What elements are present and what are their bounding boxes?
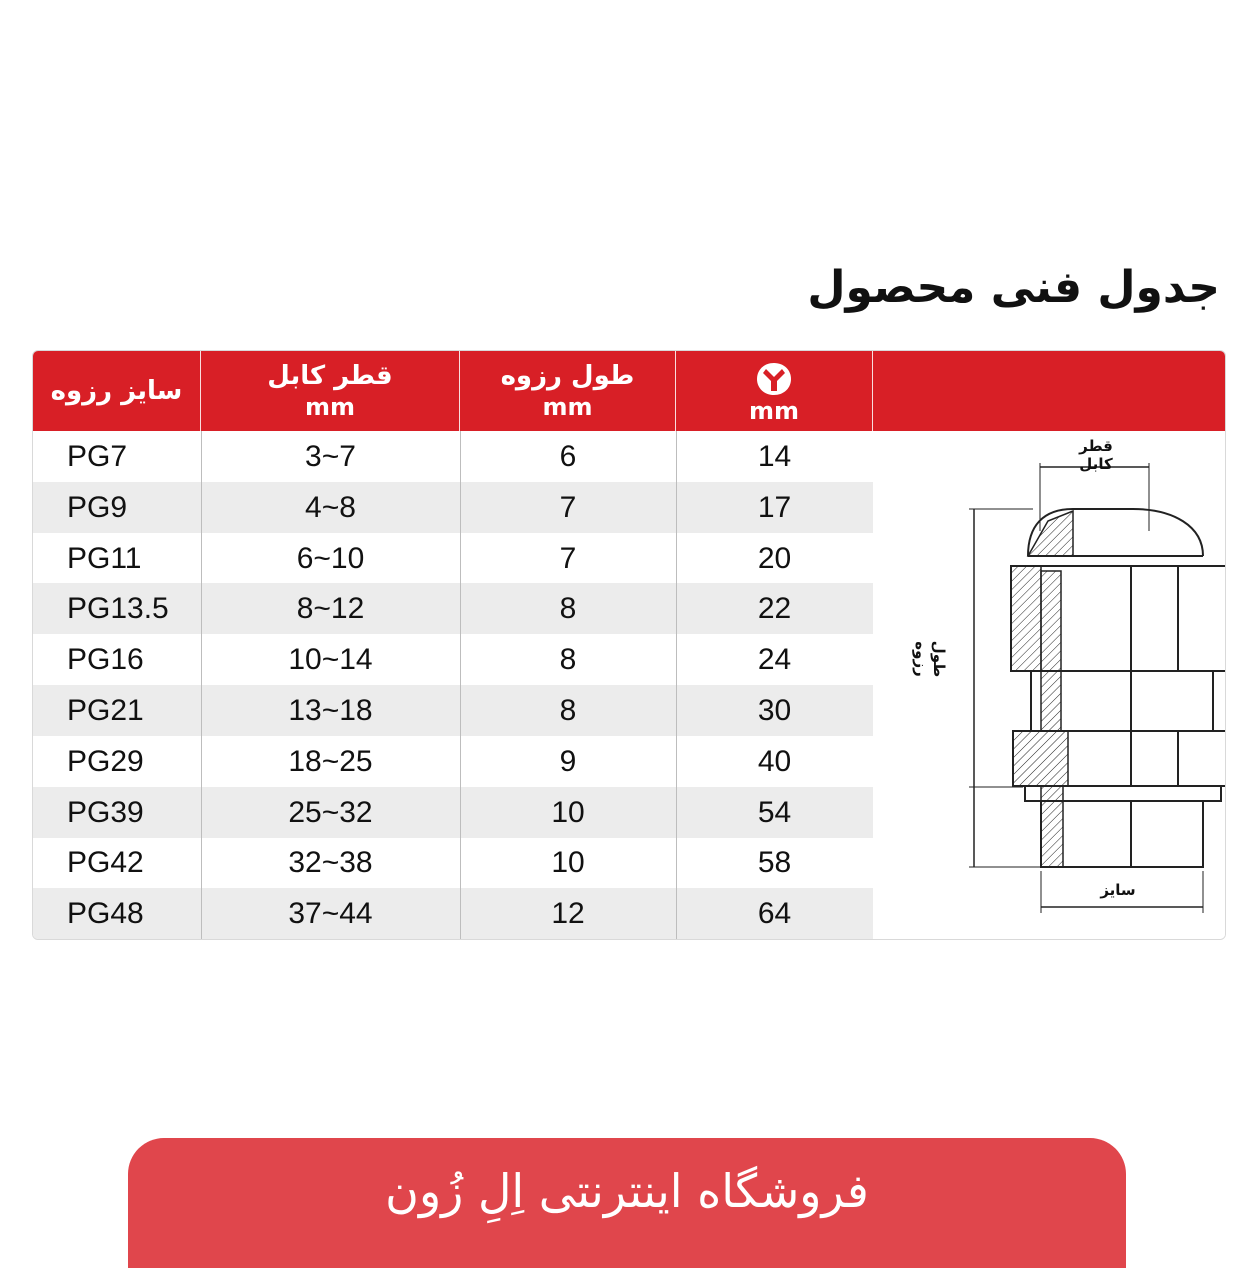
header-size-label: سایز رزوه — [50, 376, 183, 406]
wrench-size-cell: 22 — [757, 592, 792, 626]
cable-diameter-cell: 37~44 — [288, 897, 373, 931]
diagram-label-cable-diameter: قطر کابل — [1079, 437, 1113, 473]
wrench-size-cell: 20 — [757, 541, 792, 575]
header-thread-length — [460, 351, 676, 431]
wrench-size-cell: 14 — [757, 440, 792, 473]
size-cell: PG29 — [67, 744, 144, 778]
diagram-label-size: سایز — [1100, 881, 1136, 899]
thread-length-cell: 7 — [559, 490, 577, 524]
table-row — [33, 583, 873, 634]
header-cable-diameter-unit: mm — [304, 393, 355, 421]
cable-diameter-cell: 18~25 — [288, 744, 373, 778]
cable-diameter-cell: 6~10 — [296, 541, 365, 575]
size-cell: PG42 — [67, 846, 144, 880]
table-row — [33, 837, 873, 888]
table-header — [33, 351, 1225, 431]
thread-length-cell: 12 — [551, 897, 585, 931]
table-row — [33, 634, 873, 685]
column-divider — [460, 431, 461, 939]
wrench-size-cell: 17 — [757, 490, 792, 524]
header-cable-diameter-label: قطر کابل — [267, 361, 393, 391]
size-cell: PG13.5 — [67, 592, 169, 626]
cable-diameter-cell: 8~12 — [296, 592, 365, 626]
table-row — [33, 431, 873, 482]
table-row — [33, 533, 873, 584]
store-name: فروشگاه اینترنتی اِلِ زُون — [385, 1164, 869, 1218]
diagram-label-thread-length: طول رزوه — [912, 640, 948, 678]
size-cell: PG48 — [67, 897, 144, 931]
cable-gland-diagram — [873, 431, 1225, 939]
header-wrench-unit: mm — [748, 397, 799, 425]
header-wrench — [676, 351, 873, 431]
cable-diameter-cell: 32~38 — [288, 846, 373, 880]
thread-length-cell: 10 — [551, 846, 585, 880]
size-cell: PG9 — [67, 490, 128, 524]
table-row — [33, 888, 873, 939]
wrench-size-cell: 40 — [757, 744, 792, 778]
wrench-size-cell: 24 — [757, 643, 792, 677]
wrench-size-cell: 64 — [757, 897, 792, 931]
size-cell: PG7 — [67, 440, 128, 473]
size-cell: PG11 — [67, 541, 142, 575]
header-thread-length-label: طول رزوه — [500, 361, 635, 391]
wrench-size-cell: 54 — [757, 795, 792, 829]
wrench-size-cell: 30 — [757, 694, 792, 727]
column-divider — [676, 431, 677, 939]
page-title: جدول فنی محصول — [807, 262, 1220, 313]
thread-length-cell: 7 — [559, 541, 577, 575]
thread-length-cell: 8 — [559, 643, 577, 677]
cable-diameter-cell: 25~32 — [288, 795, 373, 829]
size-cell: PG21 — [67, 694, 144, 727]
table-row — [33, 787, 873, 838]
size-cell: PG16 — [67, 643, 144, 677]
column-divider — [201, 431, 202, 939]
wrench-size-cell: 58 — [757, 846, 792, 880]
table-row — [33, 482, 873, 533]
header-diagram — [873, 351, 1225, 431]
thread-length-cell: 8 — [559, 694, 577, 727]
thread-length-cell: 9 — [559, 744, 577, 778]
cable-diameter-cell: 10~14 — [288, 643, 373, 677]
cable-diameter-cell: 13~18 — [288, 694, 373, 727]
cable-diameter-cell: 3~7 — [305, 440, 356, 473]
thread-length-cell: 10 — [551, 795, 585, 829]
cable-diameter-cell: 4~8 — [305, 490, 356, 524]
table-row — [33, 685, 873, 736]
spec-table — [32, 350, 1226, 940]
thread-length-cell: 8 — [559, 592, 577, 626]
store-banner — [128, 1138, 1126, 1268]
table-row — [33, 736, 873, 787]
header-thread-length-unit: mm — [542, 393, 593, 421]
header-size — [33, 351, 201, 431]
size-cell: PG39 — [67, 795, 144, 829]
wrench-icon — [754, 361, 794, 397]
header-cable-diameter — [201, 351, 460, 431]
thread-length-cell: 6 — [559, 440, 577, 473]
